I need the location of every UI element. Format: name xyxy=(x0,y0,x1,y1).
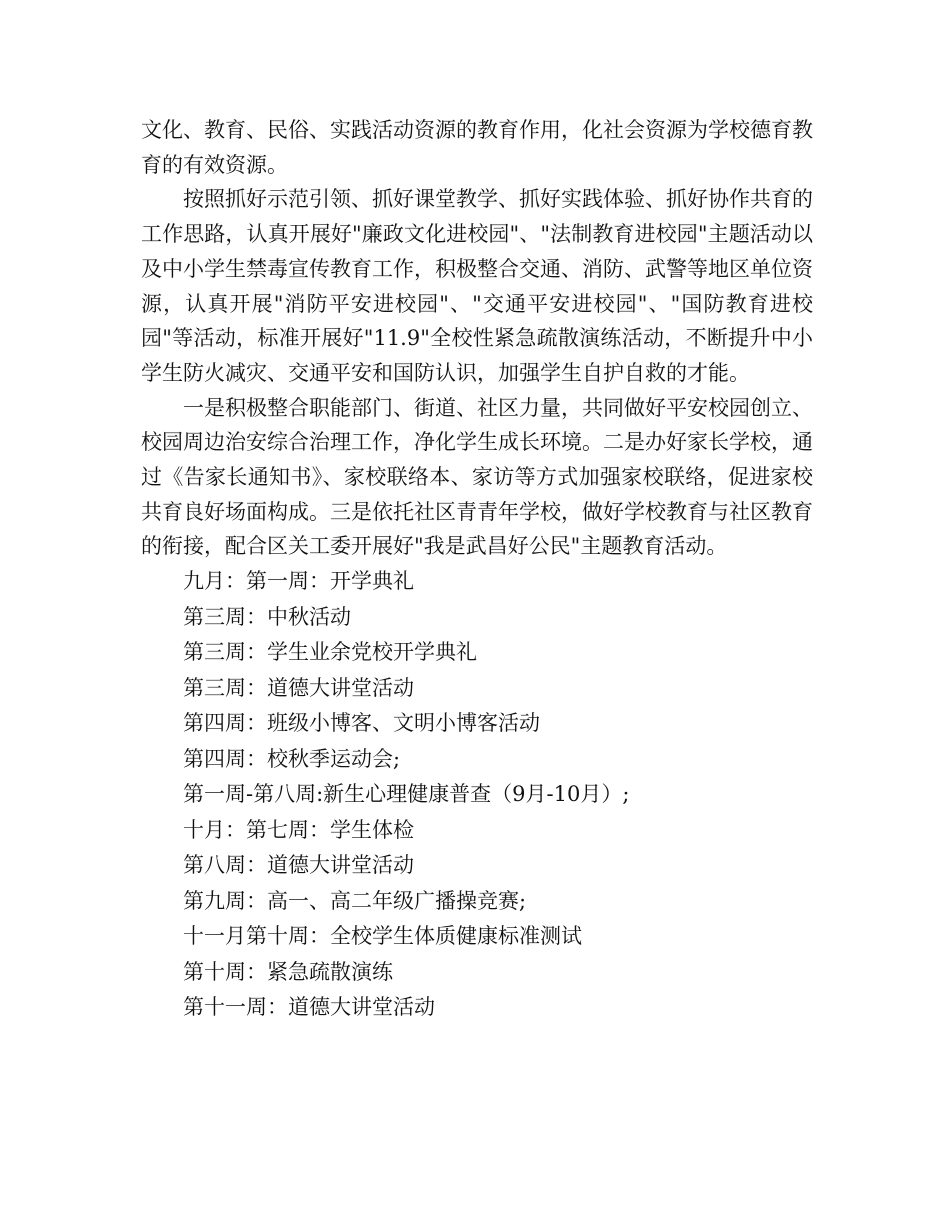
schedule-item: 十月：第七周：学生体检 xyxy=(183,817,414,842)
document-body xyxy=(141,113,813,1026)
paragraph-community-cooperation: 一是积极整合职能部门、街道、社区力量，共同做好平安校园创立、校园周边治安综合治理工作，净化学生成长环境。二是办好家长学校，通过《告家长通知书》、家校联络本、家访等方式加强家校联络，促进家校共育良好场面构成。三是依托社区青青年学校，做好学校教育与社区教育的衔接，配合区关工委开展好"我是武昌好公民"主题教育活动。 xyxy=(141,395,813,559)
schedule-item: 第一周-第八周:新生心理健康普查（9月-10月）; xyxy=(183,782,630,807)
schedule-item: 九月：第一周：开学典礼 xyxy=(183,569,414,594)
schedule-item: 第三周：道德大讲堂活动 xyxy=(183,675,414,700)
schedule-item: 第三周：中秋活动 xyxy=(183,604,351,629)
schedule-item: 第九周：高一、高二年级广播操竞赛; xyxy=(183,888,527,913)
schedule-item: 第八周：道德大讲堂活动 xyxy=(183,853,414,878)
schedule-item: 第三周：学生业余党校开学典礼 xyxy=(183,640,477,665)
activity-schedule-list xyxy=(141,564,813,1026)
schedule-item: 第四周：班级小博客、文明小博客活动 xyxy=(183,711,540,736)
paragraph-campus-activities: 按照抓好示范引领、抓好课堂教学、抓好实践体验、抓好协作共育的工作思路，认真开展好"廉政文化进校园"、"法制教育进校园"主题活动以及中小学生禁毒宣传教育工作，积极整合交通、消防、武警等地区单位资源，认真开展"消防平安进校园"、"交通平安进校园"、"国防教育进校园"等活动，标准开展好"11.9"全校性紧急疏散演练活动，不断提升中小学生防火减灾、交通平安和国防认识，加强学生自护自救的才能。 xyxy=(141,187,813,385)
schedule-item: 十一月第十周：全校学生体质健康标准测试 xyxy=(183,924,582,949)
paragraph-moral-education-resources: 文化、教育、民俗、实践活动资源的教育作用，化社会资源为学校德育教育的有效资源。 xyxy=(141,118,813,177)
schedule-item: 第十周：紧急疏散演练 xyxy=(183,959,393,984)
schedule-item: 第四周：校秋季运动会; xyxy=(183,746,401,771)
schedule-item: 第十一周：道德大讲堂活动 xyxy=(183,995,435,1020)
